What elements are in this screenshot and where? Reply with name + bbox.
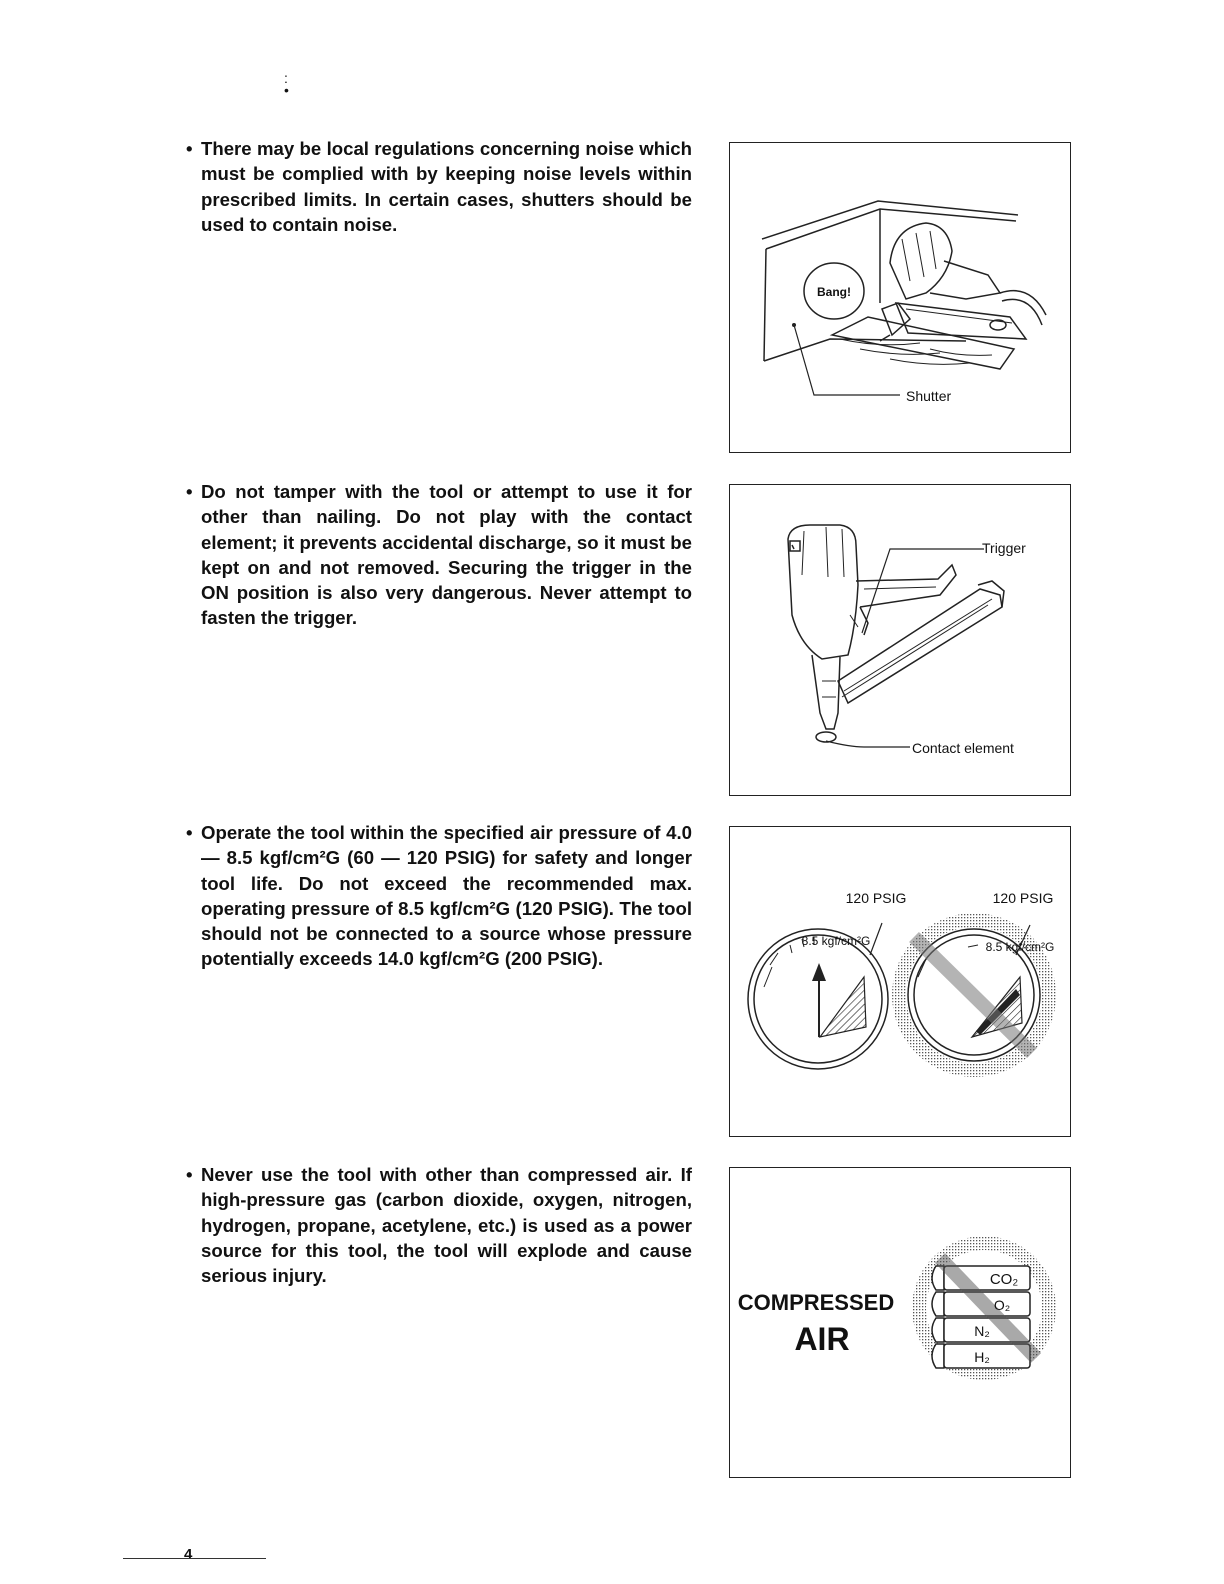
top-mark-dot: •	[284, 82, 289, 98]
noise-shutter-figure	[729, 142, 1071, 453]
gas-o2-label: O₂	[993, 1297, 1011, 1313]
noise-text: There may be local regulations concerning noise which must be complied with by keeping noise levels within prescribed limits. In certain cases, shutters should be used to contain noise.	[201, 138, 692, 235]
nailer-illustration	[730, 485, 1072, 797]
bullet: •	[186, 481, 193, 502]
bullet: •	[186, 138, 193, 159]
air-label: AIR	[794, 1321, 850, 1357]
pressure-paragraph	[186, 820, 692, 972]
kgf-right-label: 8.5 kgf/cm²G	[985, 940, 1055, 954]
psig-left-label: 120 PSIG	[845, 890, 907, 906]
gas-n2-label: N₂	[974, 1323, 990, 1339]
psig-right-label: 120 PSIG	[992, 890, 1054, 906]
compressed-air-figure	[729, 1167, 1071, 1478]
compressed-air-paragraph	[186, 1162, 692, 1288]
tamper-paragraph	[186, 479, 692, 631]
trigger-contact-figure	[729, 484, 1071, 796]
gas-h2-label: H₂	[974, 1349, 990, 1365]
page-number: 4	[184, 1546, 193, 1563]
page-number-rule	[123, 1558, 266, 1559]
bullet: •	[186, 1164, 193, 1185]
compressed-label: COMPRESSED	[737, 1290, 895, 1315]
shutter-label: Shutter	[906, 388, 952, 404]
tamper-text: Do not tamper with the tool or attempt to use it for other than nailing. Do not play with the contact element; it prevents accidental discharge, so it must be kept on and not removed. Securing the trigger in the ON position is also very dangerous. Never attempt to fasten the trigger.	[201, 481, 692, 629]
top-mark-colon: :	[284, 70, 288, 86]
gas-cylinders-illustration	[730, 1168, 1072, 1479]
contact-element-label: Contact element	[912, 740, 1014, 756]
compressed-air-text: Never use the tool with other than compressed air. If high-pressure gas (carbon dioxide, oxygen, nitrogen, hydrogen, propane, acetylene, etc.) is used as a power source for this tool, the tool will explode and cause serious injury.	[201, 1164, 692, 1287]
pressure-text: Operate the tool within the specified air pressure of 4.0 — 8.5 kgf/cm²G (60 — 120 PSIG) for safety and longer tool life. Do not exceed the recommended max. operating pressure of 8.5 kgf/cm²G (120 PSIG). The tool should not be connected to a source whose pressure potentially exceeds 14.0 kgf/cm²G (200 PSIG).	[201, 822, 692, 970]
kgf-left-label: 8.5 kgf/cm²G	[801, 934, 871, 948]
gas-co2-label: CO₂	[989, 1271, 1019, 1288]
gauges-illustration	[730, 827, 1072, 1138]
air-pressure-figure	[729, 826, 1071, 1137]
noise-paragraph	[186, 136, 692, 237]
trigger-label: Trigger	[982, 540, 1026, 556]
bullet: •	[186, 822, 193, 843]
bang-label: Bang!	[817, 285, 851, 299]
shutter-illustration	[730, 143, 1072, 454]
